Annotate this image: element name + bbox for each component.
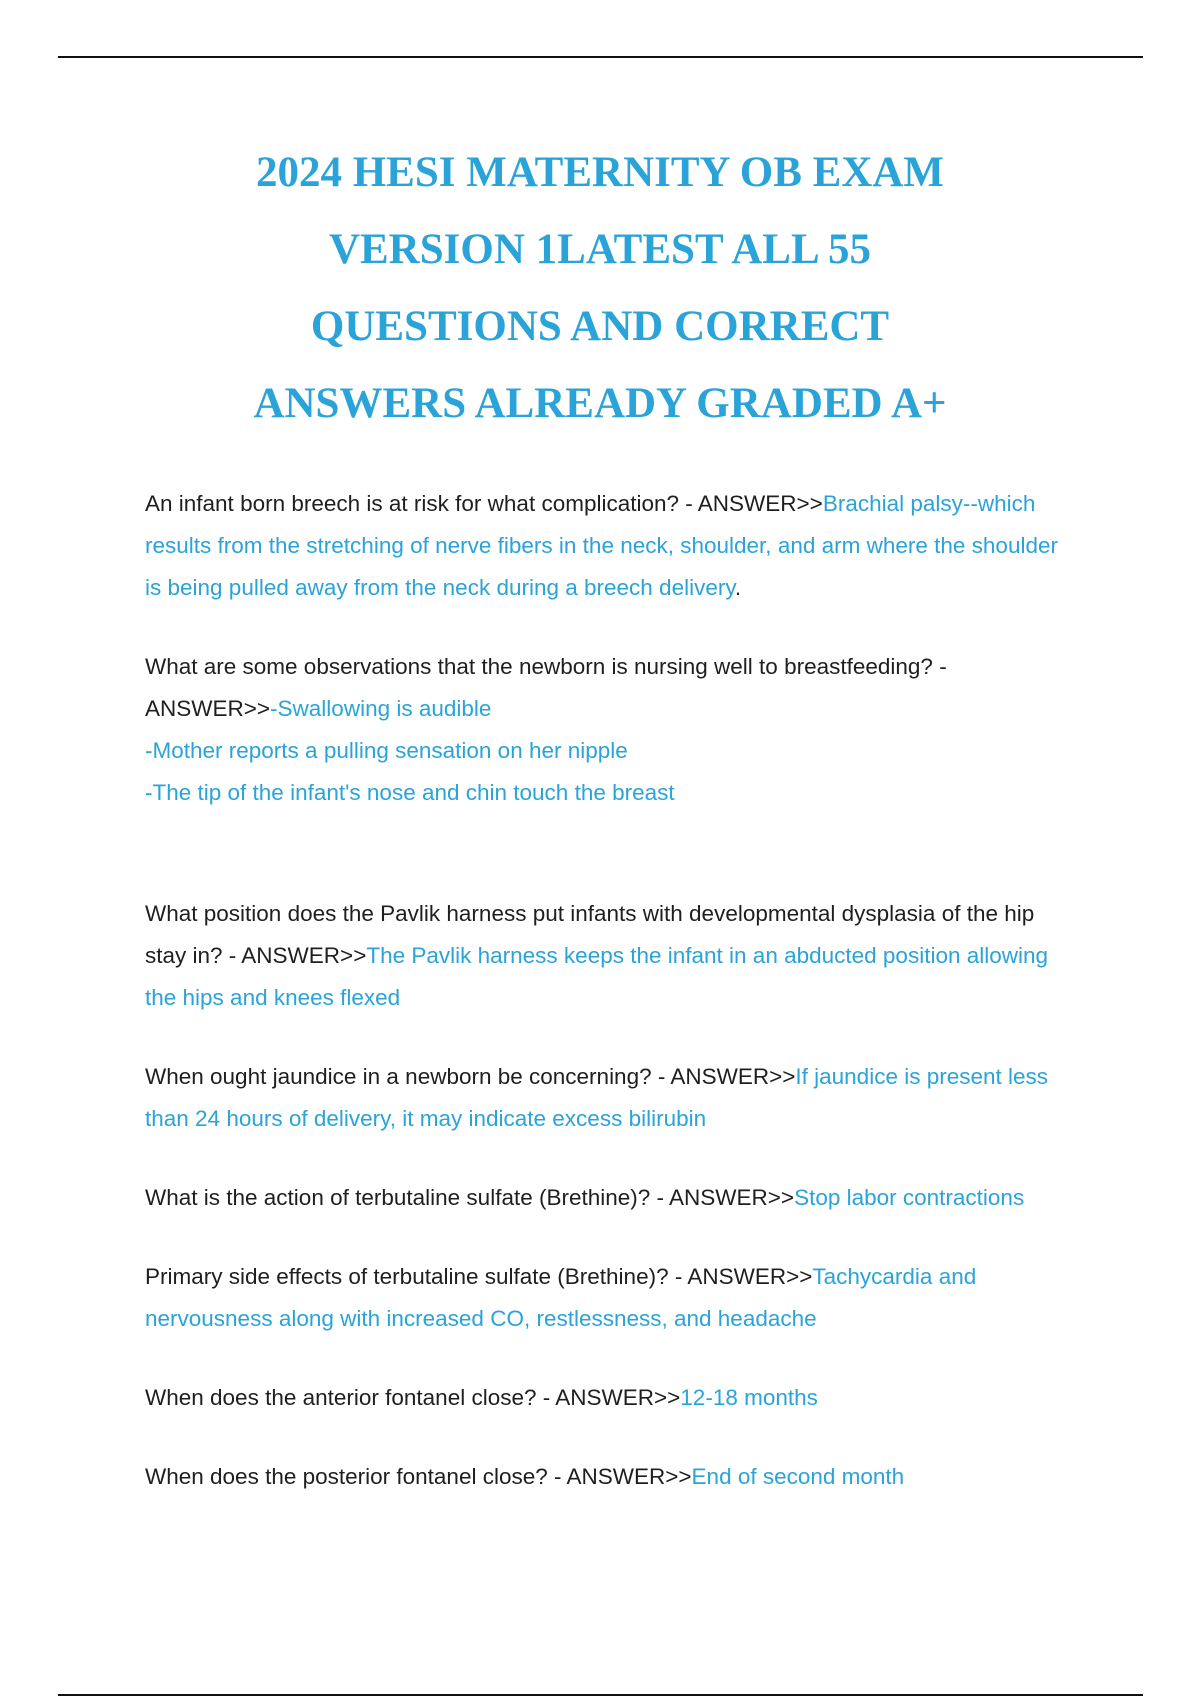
- answer-text: Tachycardia and nervousness along with increased CO, restlessness, and headache: [145, 1264, 977, 1331]
- qa-item: [145, 1177, 1080, 1219]
- answer-text: Brachial palsy--which results from the stretching of nerve fibers in the neck, shoulder, and arm where the shoulder is being pulled away from the neck during a breech delivery: [145, 491, 1058, 600]
- answer-period: .: [734, 575, 742, 600]
- qa-item: [145, 1256, 1080, 1340]
- answer-line: -Mother reports a pulling sensation on her nipple: [145, 738, 628, 763]
- top-rule: [58, 56, 1143, 58]
- qa-item: [145, 1456, 1080, 1498]
- qa-item: [145, 893, 1080, 1019]
- answer-text: 12-18 months: [680, 1385, 818, 1410]
- answer-text: If jaundice is present less than 24 hours of delivery, it may indicate excess bilirubin: [145, 1064, 1049, 1131]
- question-text: When does the anterior fontanel close? - ANSWER>>: [145, 1385, 681, 1410]
- question-text: Primary side effects of terbutaline sulfate (Brethine)? - ANSWER>>: [145, 1264, 813, 1289]
- question-text: What are some observations that the newborn is nursing well to breastfeeding? - ANSWER>>: [145, 654, 947, 721]
- answer-text: Stop labor contractions: [794, 1185, 1025, 1210]
- answer-text: End of second month: [691, 1464, 905, 1489]
- qa-item: [145, 646, 1080, 814]
- answer-text: The Pavlik harness keeps the infant in an abducted position allowing the hips and knees flexed: [145, 943, 1049, 1010]
- title-line: 2024 HESI MATERNITY OB EXAM: [255, 149, 945, 196]
- qa-item: [145, 483, 1080, 609]
- answer-text: -Swallowing is audible: [270, 696, 492, 721]
- answer-line: -The tip of the infant's nose and chin touch the breast: [145, 780, 675, 805]
- question-text: When does the posterior fontanel close? - ANSWER>>: [145, 1464, 692, 1489]
- question-text: What position does the Pavlik harness put infants with developmental dysplasia of the hip stay in? - ANSWER>>: [145, 901, 1035, 968]
- question-text: An infant born breech is at risk for what complication? - ANSWER>>: [145, 491, 823, 516]
- bottom-rule: [58, 1694, 1143, 1696]
- title-line: VERSION 1LATEST ALL 55: [328, 226, 872, 273]
- qa-list: [145, 483, 1080, 1498]
- question-text: What is the action of terbutaline sulfate (Brethine)? - ANSWER>>: [145, 1185, 795, 1210]
- qa-item: [145, 1377, 1080, 1419]
- qa-item: [145, 1056, 1080, 1140]
- title-line: QUESTIONS AND CORRECT: [310, 303, 890, 350]
- question-text: When ought jaundice in a newborn be concerning? - ANSWER>>: [145, 1064, 796, 1089]
- document-title: [100, 134, 1100, 442]
- title-line: ANSWERS ALREADY GRADED A+: [253, 380, 947, 427]
